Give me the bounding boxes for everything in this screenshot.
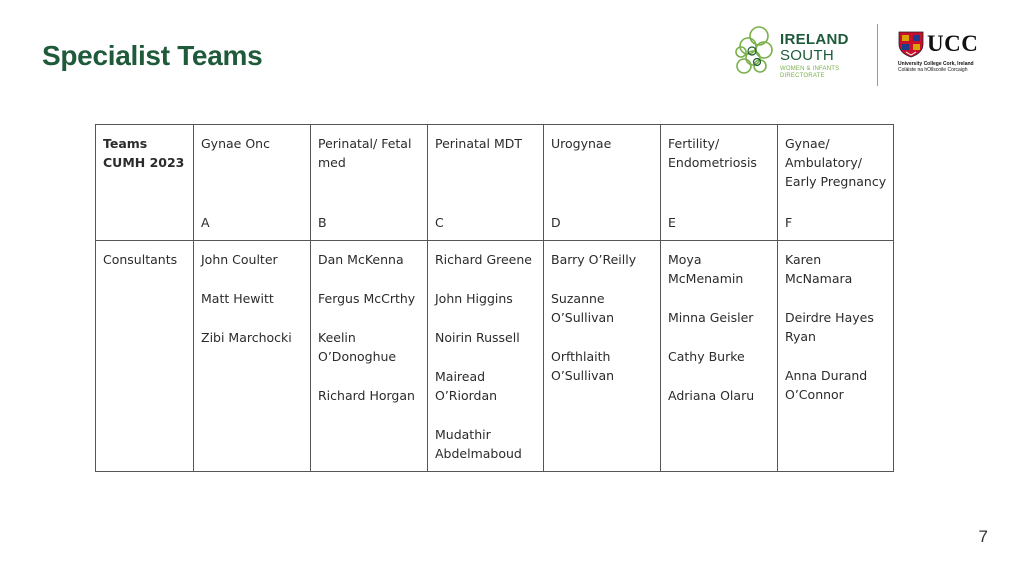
women-infants-text: WOMEN & INFANTS xyxy=(780,66,840,72)
consultants-label: Consultants xyxy=(103,252,178,267)
consultants-cell-d xyxy=(544,241,661,472)
consultant-name: John Higgins xyxy=(435,291,513,306)
consultants-cell-c xyxy=(428,241,544,472)
consultant-name: Fergus McCrthy xyxy=(318,291,416,306)
column-letter: F xyxy=(785,215,793,230)
consultant-name: Richard Horgan xyxy=(318,388,415,403)
consultant-name: Minna Geisler xyxy=(668,310,754,325)
column-label: Urogynae xyxy=(551,136,612,151)
column-header-f xyxy=(778,125,894,241)
consultant-name: Moya McMenamin xyxy=(668,252,744,286)
consultants-cell-e xyxy=(661,241,778,472)
column-label: Fertility/ Endometriosis xyxy=(668,136,757,170)
page-number: 7 xyxy=(978,527,988,546)
consultants-cell-f xyxy=(778,241,894,472)
column-letter: C xyxy=(435,215,444,230)
column-letter: A xyxy=(201,215,210,230)
directorate-text: DIRECTORATE xyxy=(780,73,825,79)
consultant-name: Adriana Olaru xyxy=(668,388,755,403)
ireland-south-rings-icon xyxy=(733,22,779,82)
consultant-name: Zibi Marchocki xyxy=(201,330,292,345)
ireland-text: IRELAND xyxy=(780,31,849,48)
consultant-name: Cathy Burke xyxy=(668,349,745,364)
consultant-name: Matt Hewitt xyxy=(201,291,274,306)
consultants-cell-b xyxy=(311,241,428,472)
column-label: Perinatal/ Fetal med xyxy=(318,136,412,170)
column-header-c xyxy=(428,125,544,241)
ucc-crest-icon xyxy=(898,30,924,58)
consultant-name: Keelin O’Donoghue xyxy=(318,330,397,364)
column-header-a xyxy=(194,125,311,241)
consultant-name: John Coulter xyxy=(201,252,278,267)
column-header-b xyxy=(311,125,428,241)
consultants-row xyxy=(96,241,894,472)
consultant-name: Orfthlaith O’Sullivan xyxy=(551,349,615,383)
cumh-year-label: CUMH 2023 xyxy=(103,155,185,170)
ucc-wordmark: UCC xyxy=(927,31,979,56)
consultant-name: Deirdre Hayes Ryan xyxy=(785,310,874,344)
consultants-cell-a xyxy=(194,241,311,472)
column-letter: E xyxy=(668,215,676,230)
south-text: SOUTH xyxy=(780,47,834,64)
consultant-name: Dan McKenna xyxy=(318,252,404,267)
column-letter: D xyxy=(551,215,561,230)
ucc-english-name: University College Cork, Ireland xyxy=(898,61,974,67)
ireland-south-logo xyxy=(733,22,873,86)
consultant-name: Barry O’Reilly xyxy=(551,252,637,267)
consultant-name: Suzanne O’Sullivan xyxy=(551,291,615,325)
column-letter: B xyxy=(318,215,327,230)
consultant-name: Noirin Russell xyxy=(435,330,520,345)
consultant-name: Mudathir Abdelmaboud xyxy=(435,427,522,461)
ucc-irish-name: Coláiste na hOllscoile Corcaigh xyxy=(898,67,968,73)
column-header-d xyxy=(544,125,661,241)
table-corner-cell xyxy=(96,125,194,241)
column-label: Gynae Onc xyxy=(201,136,270,151)
specialist-teams-table xyxy=(95,124,894,472)
column-label: Gynae/ Ambulatory/ Early Pregnancy xyxy=(785,136,887,189)
consultant-name: Richard Greene xyxy=(435,252,532,267)
column-header-e xyxy=(661,125,778,241)
logo-divider xyxy=(877,24,878,86)
consultant-name: Mairead O’Riordan xyxy=(435,369,498,403)
table-header-row xyxy=(96,125,894,241)
ucc-logo xyxy=(896,30,1006,80)
teams-label: Teams xyxy=(103,136,148,151)
slide-title: Specialist Teams xyxy=(42,40,263,71)
consultant-name: Anna Durand O’Connor xyxy=(785,368,868,402)
row-label-cell xyxy=(96,241,194,472)
column-label: Perinatal MDT xyxy=(435,136,523,151)
consultant-name: Karen McNamara xyxy=(785,252,853,286)
